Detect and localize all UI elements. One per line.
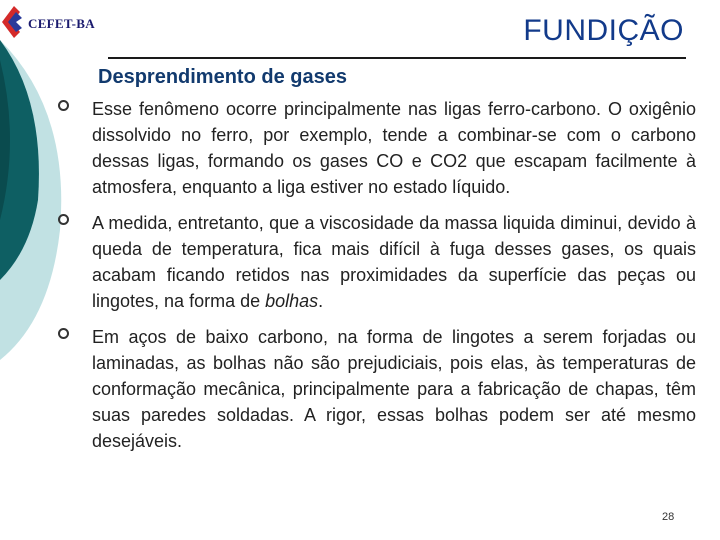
title-divider (108, 57, 686, 59)
bullet-text-end: . (318, 291, 324, 311)
bullet-circle-icon (58, 100, 69, 111)
bullet-text-main: A medida, entretanto, que a viscosidade da massa liquida diminui, devido à queda de temperatura, fica mais difícil à fuga desses gases, os quais acabam ficando retidos nas proximidades da superfície das peças ou lingotes, na forma de (92, 213, 696, 311)
list-item (56, 96, 696, 200)
list-item (56, 324, 696, 454)
list-item (56, 210, 696, 314)
slide-subtitle: Desprendimento de gases (98, 66, 347, 88)
cefet-emblem-icon (0, 2, 30, 44)
cefet-logo (0, 2, 120, 44)
bullet-text: Em aços de baixo carbono, na forma de lingotes a serem forjadas ou laminadas, as bolhas não são prejudiciais, pois elas, às temperaturas de conformação mecânica, principalmente para a fabricação de chapas, têm suas paredes soldadas. A rigor, essas bolhas podem ser até mesmo desejáveis. (92, 327, 696, 451)
bullet-text-emphasis: bolhas (265, 291, 319, 311)
page-number: 28 (662, 511, 675, 523)
logo-text: CEFET-BA (28, 16, 95, 31)
bullet-circle-icon (58, 328, 69, 339)
bullet-text: Esse fenômeno ocorre principalmente nas ligas ferro-carbono. O oxigênio dissolvido no ferro, por exemplo, tende a combinar-se com o carbono dessas ligas, formando os gases CO e CO2 que escapam facilmente à atmosfera, enquanto a liga estiver no estado líquido. (92, 99, 696, 197)
bullet-text (92, 210, 696, 314)
bullet-list (56, 96, 696, 464)
bullet-circle-icon (58, 214, 69, 225)
slide-title: FUNDIÇÃO (523, 14, 684, 47)
